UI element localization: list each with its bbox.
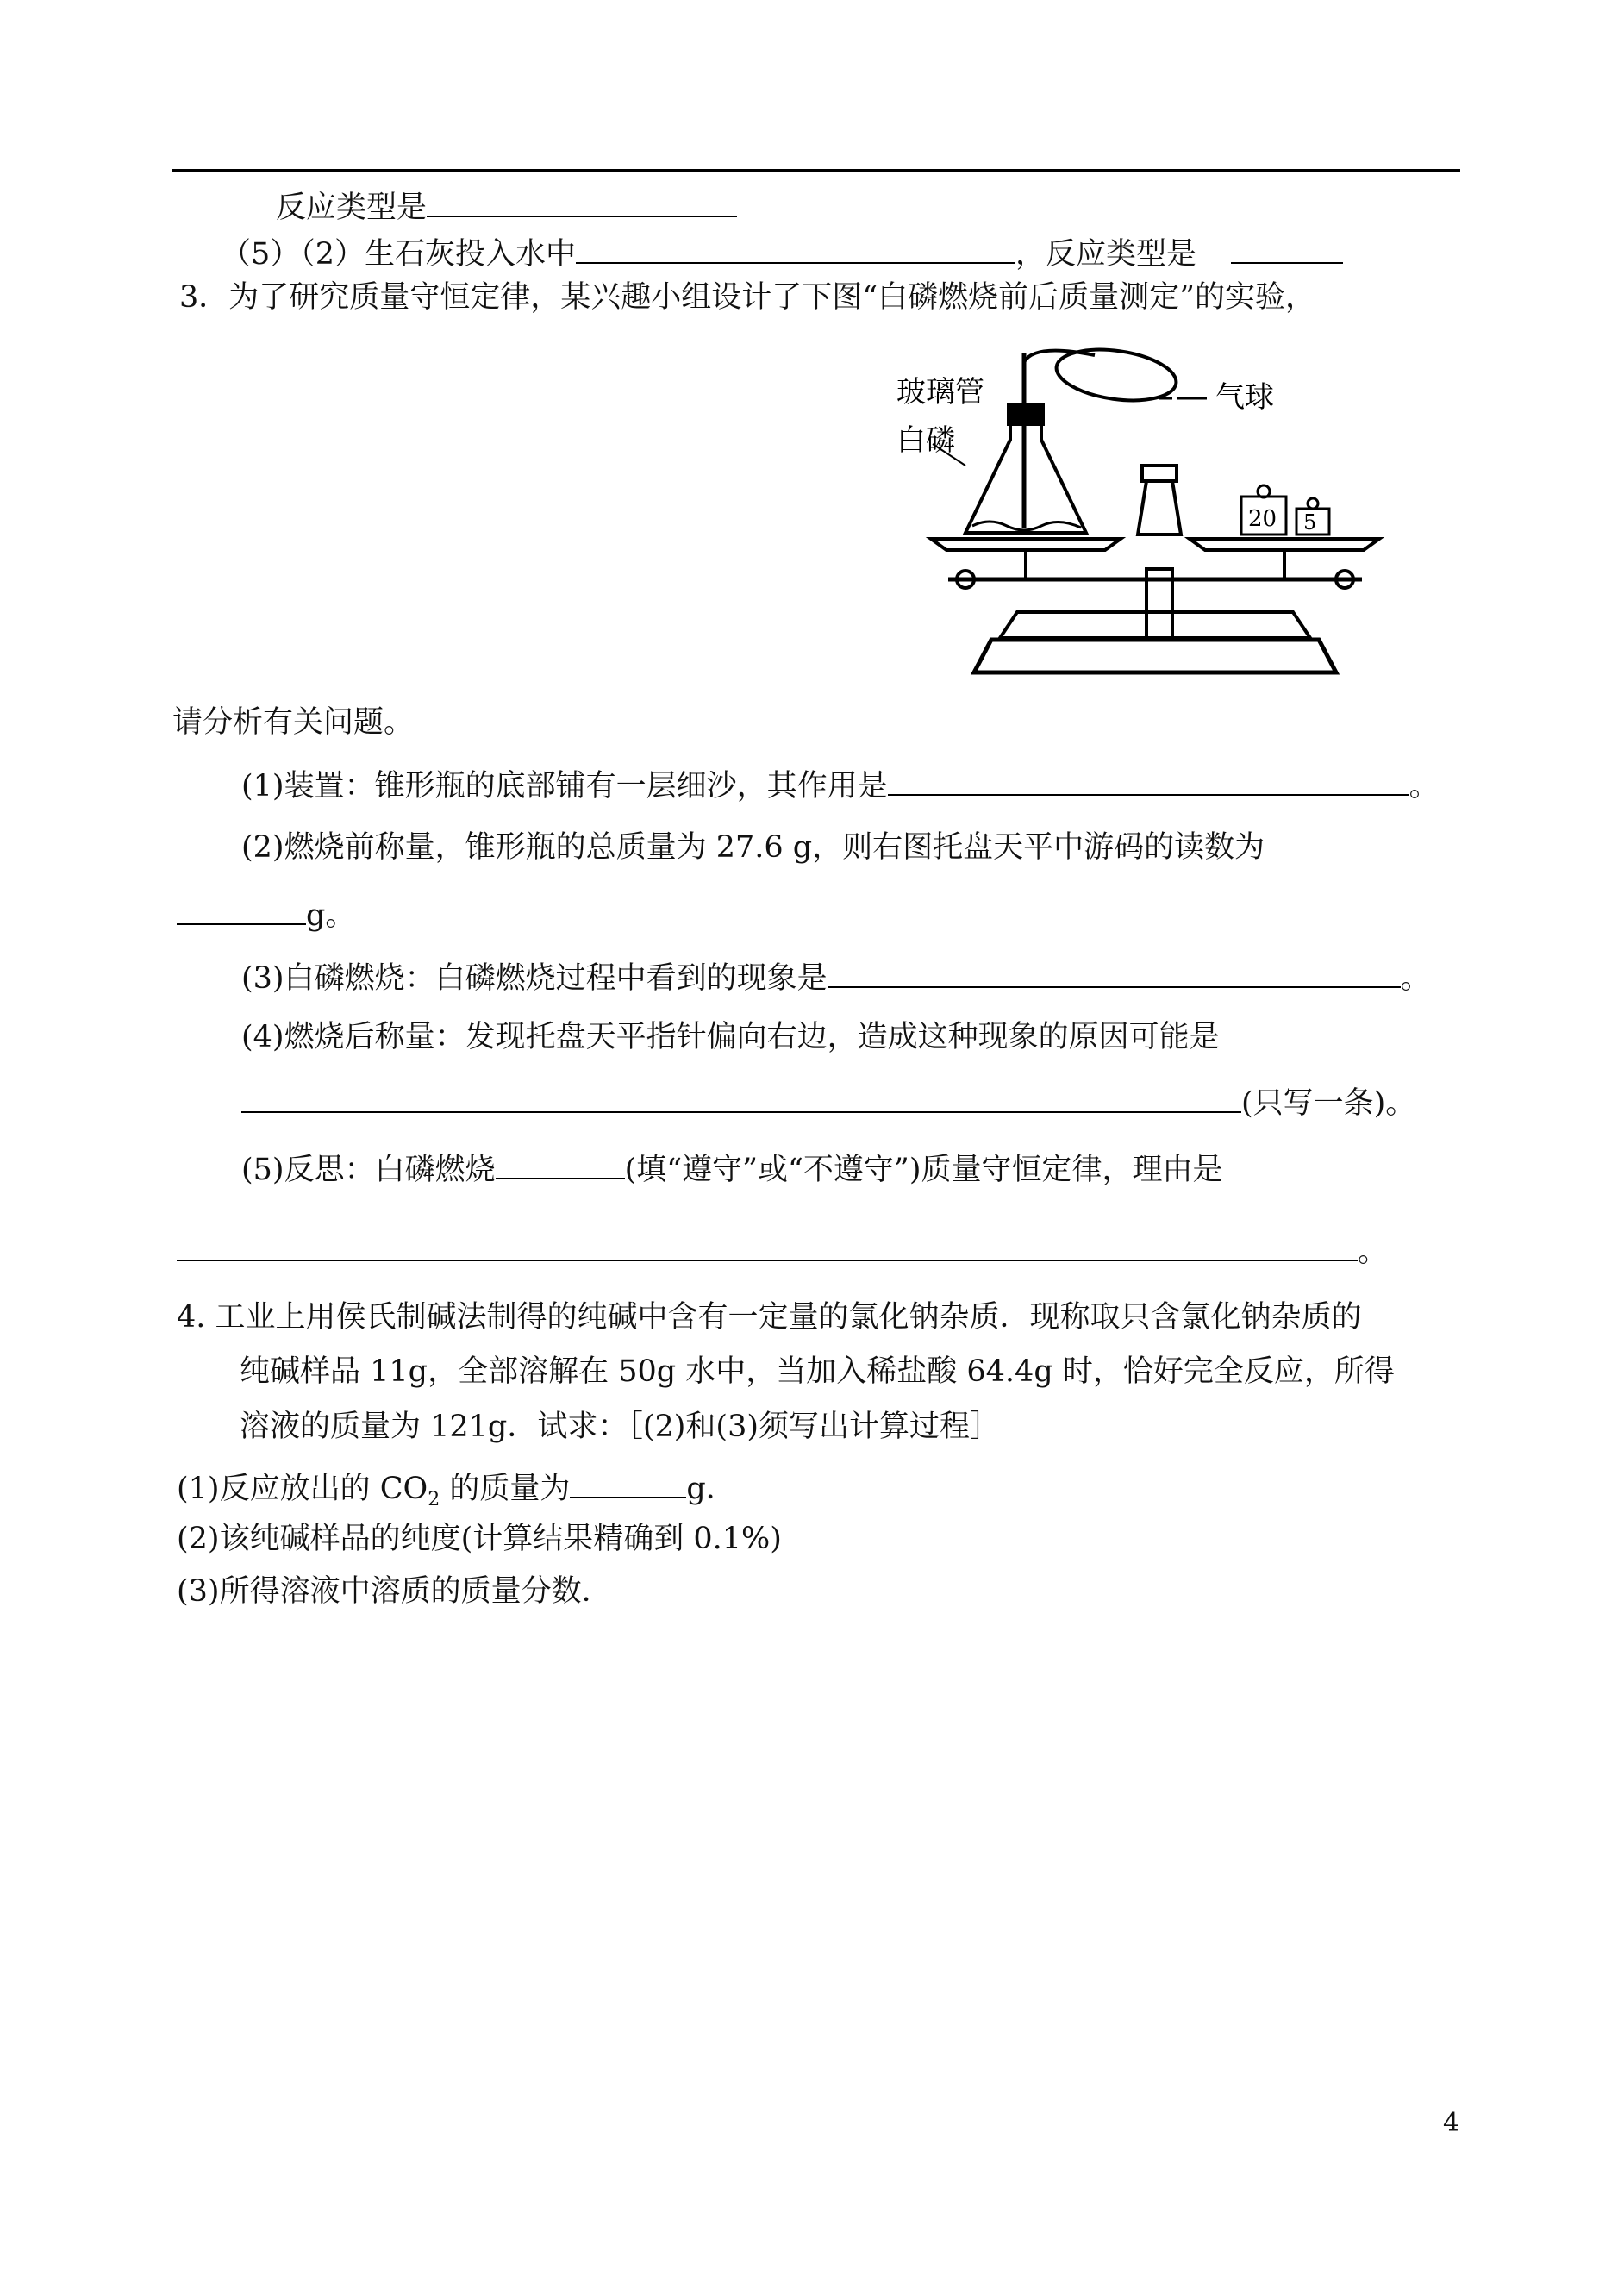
q3-item5-text-a: (5)反思：白磷燃烧 — [241, 1153, 496, 1187]
q3-item5-text-b: (填“遵守”或“不遵守”)质量守恒定律，理由是 — [624, 1153, 1223, 1187]
q2-reaction-type-blank[interactable] — [427, 184, 737, 217]
q2-sub5-line — [221, 231, 1343, 274]
q4-item1 — [177, 1466, 736, 1520]
label-balloon: 气球 — [1215, 380, 1274, 415]
q4-item1-blank[interactable] — [570, 1466, 686, 1498]
q3-item2-blank[interactable] — [177, 892, 306, 925]
q4-line2: 纯碱样品 11g，全部溶解在 50g 水中，当加入稀盐酸 64.4g 时，恰好完全反应，所得 — [240, 1354, 1395, 1389]
q2-reaction-type-line — [276, 184, 737, 228]
q3-item4-end: (只写一条)。 — [1241, 1086, 1416, 1121]
q3-item5-reason — [177, 1229, 1388, 1272]
q4-item1-text-b: 的质量为 — [440, 1472, 571, 1506]
q3-item1 — [241, 763, 1440, 806]
q3-item3-blank[interactable] — [828, 955, 1401, 988]
q4-item1-subscript: 2 — [428, 1489, 440, 1510]
q3-item1-end: 。 — [1409, 769, 1440, 804]
q3-intro: 3．为了研究质量守恒定律，某兴趣小组设计了下图“白磷燃烧前后质量测定”的实验， — [179, 280, 1316, 315]
q4-line3: 溶液的质量为 121g．试求：［(2)和(3)须写出计算过程］ — [240, 1410, 1000, 1444]
q2-sub5-type-blank[interactable] — [1231, 231, 1343, 264]
q3-item5-blank[interactable] — [496, 1147, 625, 1179]
q4-item1-text: (1)反应放出的 CO — [177, 1472, 428, 1506]
q4-item1-unit: g． — [686, 1472, 736, 1506]
q3-item2-unit: g。 — [306, 898, 356, 933]
q4-item2: (2)该纯碱样品的纯度(计算结果精确到 0.1%) — [177, 1522, 782, 1556]
q3-item1-blank[interactable] — [888, 763, 1409, 796]
label-white-phosphorus: 白磷 — [896, 423, 955, 458]
q4-line1: 4. 工业上用侯氏制碱法制得的纯碱中含有一定量的氯化钠杂质．现称取只含氯化钠杂质的 — [177, 1300, 1362, 1335]
q2-sub5-text: （5）（2）生石灰投入水中 — [221, 237, 577, 272]
q2-reaction-type-label: 反应类型是 — [276, 191, 428, 225]
q3-item4-blank[interactable] — [241, 1080, 1241, 1113]
q3-item3-text: (3)白磷燃烧：白磷燃烧过程中看到的现象是 — [241, 961, 828, 996]
header-rule — [172, 169, 1460, 172]
q3-item3 — [241, 955, 1431, 998]
weight-5-label: 5 — [1303, 510, 1317, 535]
balance-experiment-figure — [879, 345, 1396, 690]
q2-sub5-equation-blank[interactable] — [576, 231, 1015, 264]
q3-item5-reason-blank[interactable] — [177, 1229, 1358, 1261]
q4-item3: (3)所得溶液中溶质的质量分数． — [177, 1574, 612, 1609]
q3-item4-answer — [241, 1080, 1415, 1123]
q3-item1-text: (1)装置：锥形瓶的底部铺有一层细沙，其作用是 — [241, 769, 888, 804]
q3-prompt: 请分析有关问题。 — [172, 705, 415, 740]
label-glass-tube: 玻璃管 — [896, 375, 984, 410]
page-number: 4 — [1443, 2108, 1460, 2138]
balance-body — [931, 466, 1379, 672]
q3-item2-answer — [177, 892, 355, 935]
q3-item2-text: (2)燃烧前称量，锥形瓶的总质量为 27.6 g，则右图托盘天平中游码的读数为 — [241, 830, 1265, 865]
q3-item5 — [241, 1147, 1222, 1190]
q3-item5-end: 。 — [1358, 1235, 1389, 1269]
q3-item4-text: (4)燃烧后称量：发现托盘天平指针偏向右边，造成这种现象的原因可能是 — [241, 1020, 1220, 1054]
q2-sub5-type-label: ，反应类型是 — [1015, 237, 1197, 272]
weight-20-label: 20 — [1248, 506, 1277, 532]
q3-item3-end: 。 — [1400, 961, 1431, 996]
